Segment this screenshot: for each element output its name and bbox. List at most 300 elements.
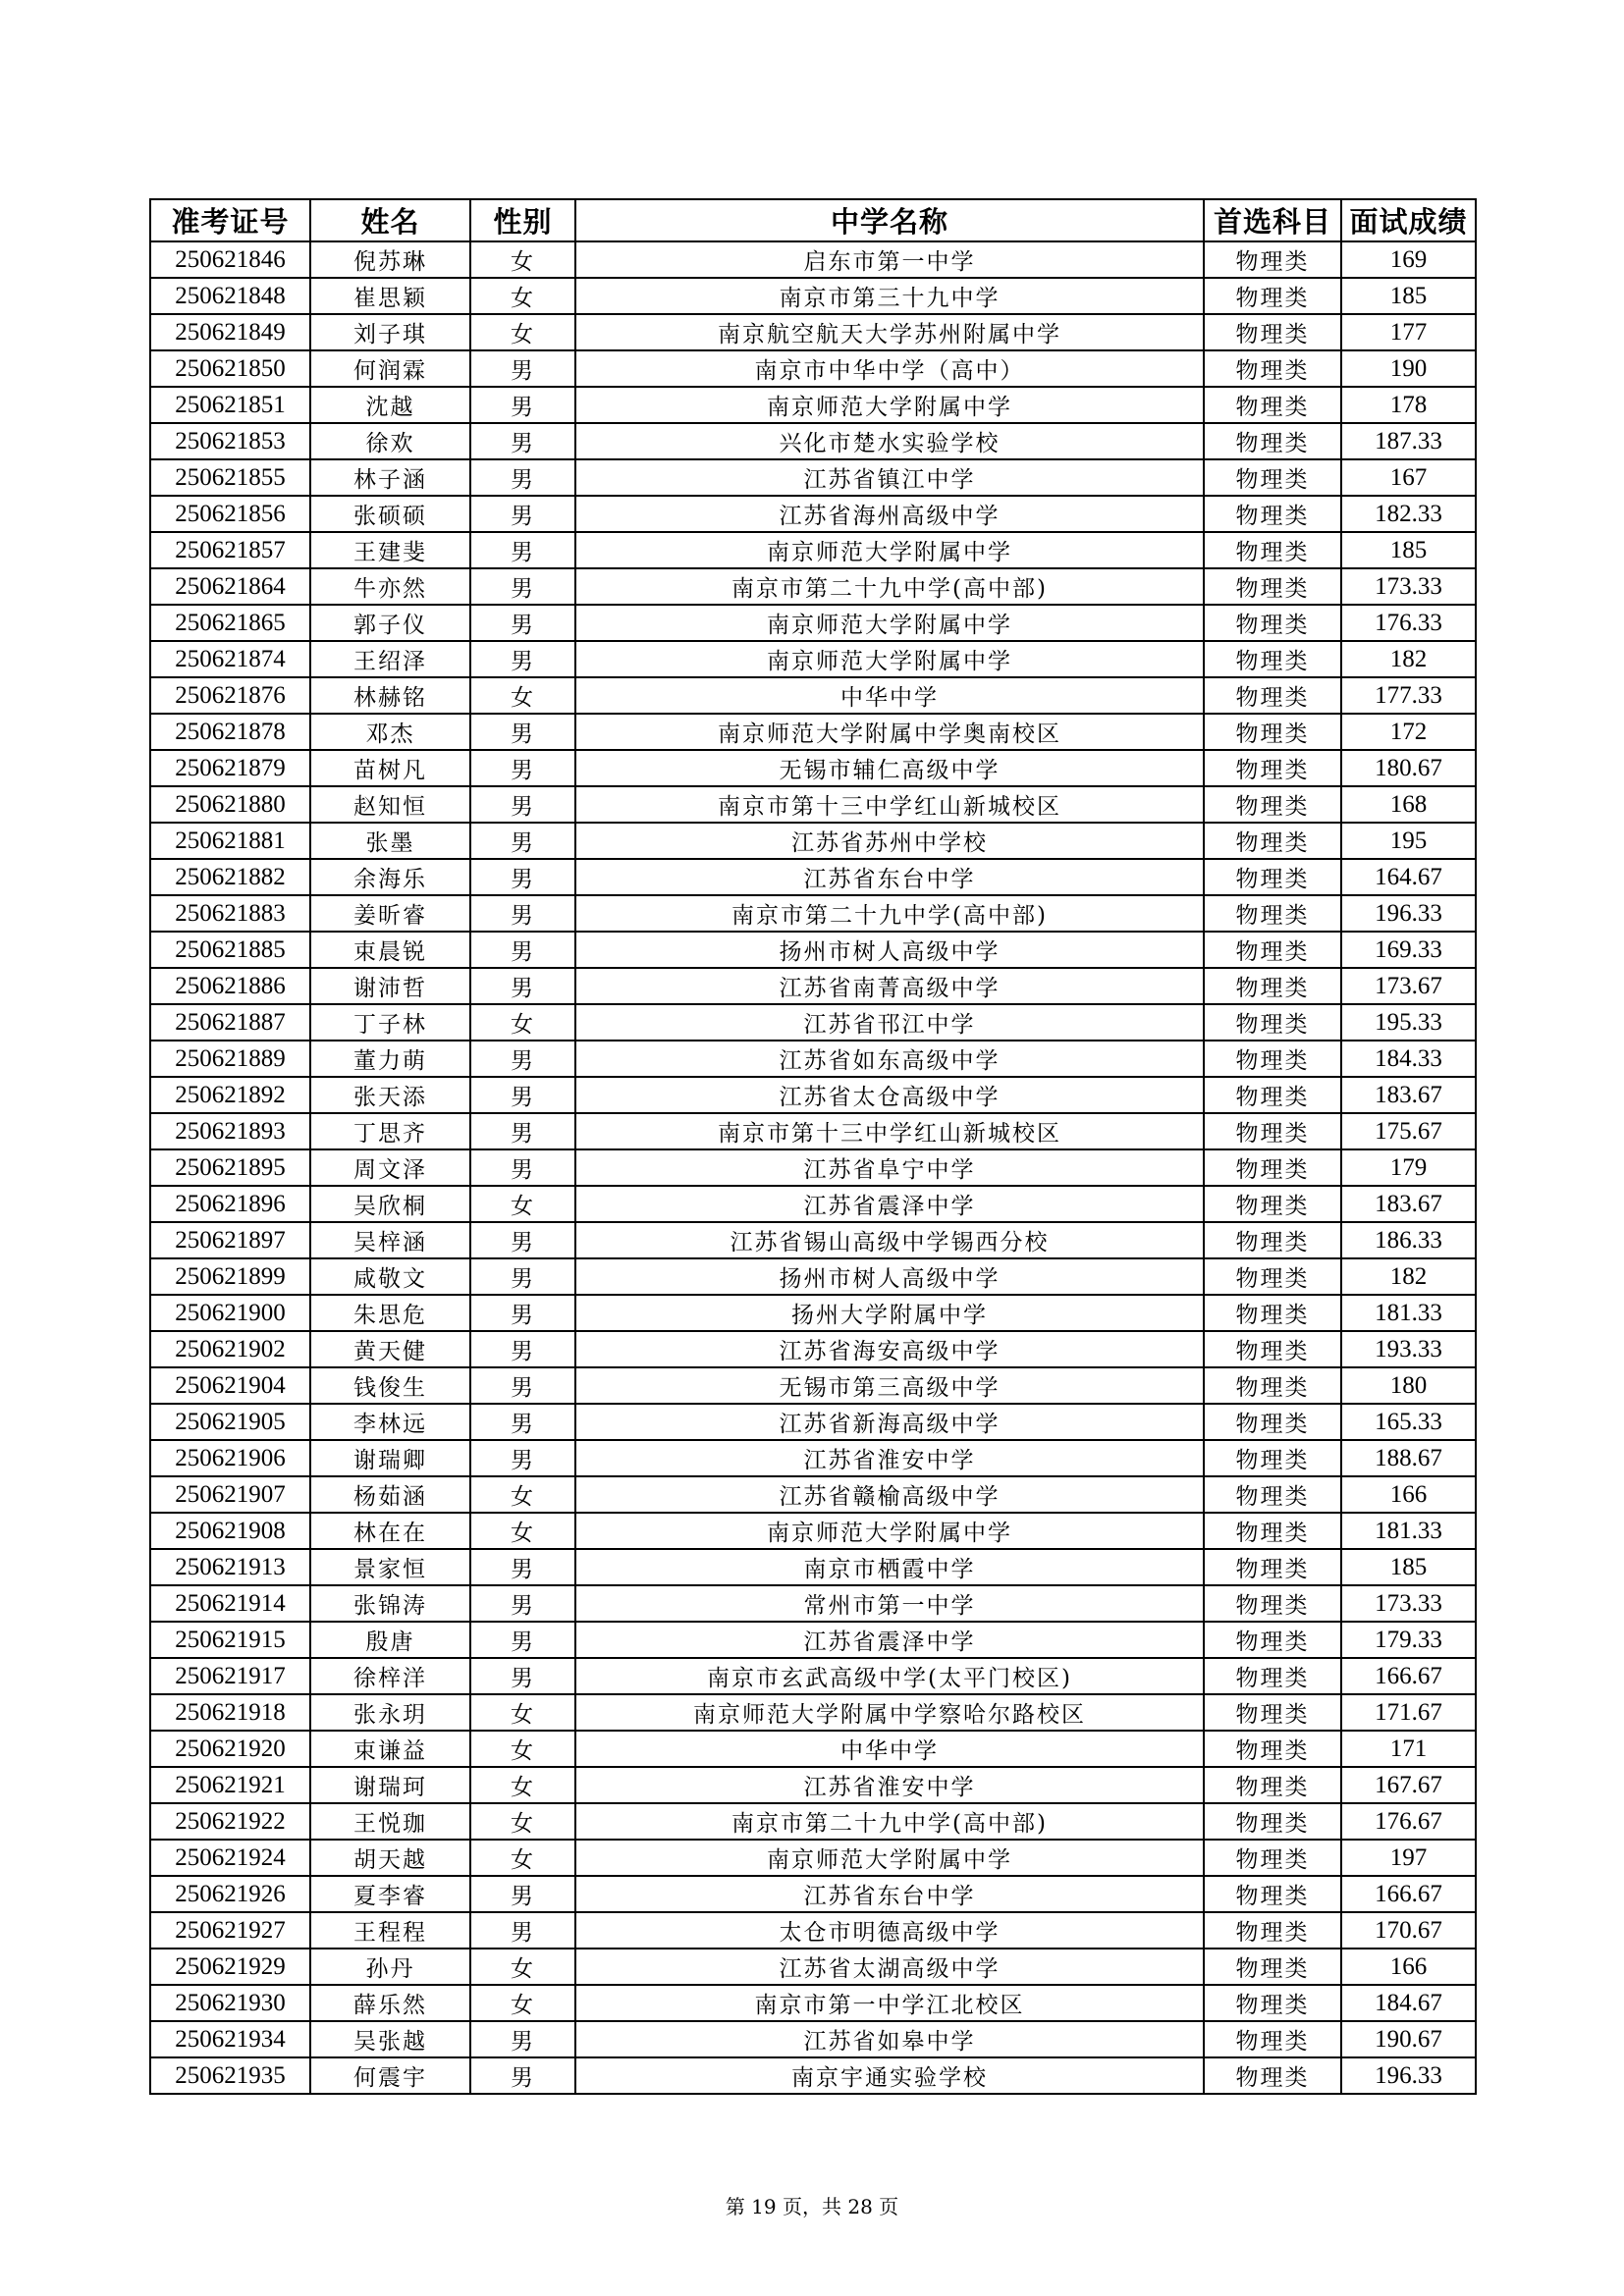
cell-gender: 男 <box>470 1295 575 1331</box>
cell-exam-id: 250621908 <box>150 1513 310 1549</box>
cell-name: 黄天健 <box>310 1331 470 1367</box>
cell-school: 江苏省太湖高级中学 <box>575 1949 1204 1985</box>
cell-score: 181.33 <box>1341 1513 1476 1549</box>
cell-school: 南京师范大学附属中学察哈尔路校区 <box>575 1694 1204 1731</box>
cell-name: 王绍泽 <box>310 641 470 677</box>
cell-name: 倪苏琳 <box>310 241 470 278</box>
cell-exam-id: 250621917 <box>150 1658 310 1694</box>
cell-school: 江苏省如皋中学 <box>575 2021 1204 2057</box>
cell-subject: 物理类 <box>1204 1513 1341 1549</box>
table-row <box>150 714 1476 750</box>
cell-score: 166 <box>1341 1949 1476 1985</box>
cell-subject: 物理类 <box>1204 1041 1341 1077</box>
cell-subject: 物理类 <box>1204 1004 1341 1041</box>
cell-name: 刘子琪 <box>310 314 470 350</box>
cell-score: 193.33 <box>1341 1331 1476 1367</box>
table-row <box>150 2021 1476 2057</box>
cell-exam-id: 250621915 <box>150 1622 310 1658</box>
cell-exam-id: 250621849 <box>150 314 310 350</box>
cell-name: 张硕硕 <box>310 496 470 532</box>
cell-score: 182.33 <box>1341 496 1476 532</box>
cell-gender: 男 <box>470 786 575 823</box>
cell-subject: 物理类 <box>1204 2021 1341 2057</box>
cell-name: 邓杰 <box>310 714 470 750</box>
table-header-row <box>150 199 1476 241</box>
cell-exam-id: 250621934 <box>150 2021 310 2057</box>
cell-score: 166 <box>1341 1476 1476 1513</box>
table-row <box>150 750 1476 786</box>
cell-score: 180 <box>1341 1367 1476 1404</box>
cell-subject: 物理类 <box>1204 1876 1341 1912</box>
cell-school: 南京师范大学附属中学奥南校区 <box>575 714 1204 750</box>
cell-gender: 男 <box>470 1440 575 1476</box>
cell-exam-id: 250621848 <box>150 278 310 314</box>
table-row <box>150 1186 1476 1222</box>
cell-exam-id: 250621887 <box>150 1004 310 1041</box>
cell-subject: 物理类 <box>1204 895 1341 932</box>
cell-exam-id: 250621907 <box>150 1476 310 1513</box>
table-row <box>150 968 1476 1004</box>
cell-score: 165.33 <box>1341 1404 1476 1440</box>
cell-name: 谢沛哲 <box>310 968 470 1004</box>
cell-subject: 物理类 <box>1204 641 1341 677</box>
cell-exam-id: 250621906 <box>150 1440 310 1476</box>
cell-school: 南京师范大学附属中学 <box>575 387 1204 423</box>
cell-school: 江苏省苏州中学校 <box>575 823 1204 859</box>
cell-school: 中华中学 <box>575 1731 1204 1767</box>
cell-school: 南京师范大学附属中学 <box>575 532 1204 568</box>
cell-gender: 男 <box>470 1912 575 1949</box>
cell-school: 江苏省震泽中学 <box>575 1622 1204 1658</box>
cell-score: 182 <box>1341 641 1476 677</box>
cell-school: 江苏省邗江中学 <box>575 1004 1204 1041</box>
cell-score: 197 <box>1341 1840 1476 1876</box>
cell-school: 江苏省南菁高级中学 <box>575 968 1204 1004</box>
cell-name: 赵知恒 <box>310 786 470 823</box>
cell-gender: 男 <box>470 1404 575 1440</box>
cell-exam-id: 250621920 <box>150 1731 310 1767</box>
table-row <box>150 1513 1476 1549</box>
cell-score: 195.33 <box>1341 1004 1476 1041</box>
cell-score: 173.33 <box>1341 1585 1476 1622</box>
cell-name: 徐欢 <box>310 423 470 459</box>
table-row <box>150 1949 1476 1985</box>
cell-name: 丁思齐 <box>310 1113 470 1149</box>
cell-name: 苗树凡 <box>310 750 470 786</box>
cell-gender: 男 <box>470 1113 575 1149</box>
cell-school: 南京市第二十九中学(高中部) <box>575 568 1204 605</box>
header-exam-id: 准考证号 <box>150 199 310 241</box>
cell-school: 南京市玄武高级中学(太平门校区) <box>575 1658 1204 1694</box>
cell-gender: 男 <box>470 1222 575 1258</box>
table-row <box>150 2057 1476 2094</box>
cell-exam-id: 250621855 <box>150 459 310 496</box>
cell-exam-id: 250621892 <box>150 1077 310 1113</box>
cell-gender: 男 <box>470 1876 575 1912</box>
cell-name: 何震宇 <box>310 2057 470 2094</box>
cell-school: 南京宇通实验学校 <box>575 2057 1204 2094</box>
cell-school: 无锡市第三高级中学 <box>575 1367 1204 1404</box>
cell-subject: 物理类 <box>1204 1149 1341 1186</box>
table-row <box>150 1041 1476 1077</box>
cell-school: 江苏省震泽中学 <box>575 1186 1204 1222</box>
cell-name: 王建斐 <box>310 532 470 568</box>
cell-school: 江苏省新海高级中学 <box>575 1404 1204 1440</box>
cell-name: 林赫铭 <box>310 677 470 714</box>
cell-subject: 物理类 <box>1204 1949 1341 1985</box>
cell-score: 166.67 <box>1341 1658 1476 1694</box>
cell-school: 南京市中华中学（高中） <box>575 350 1204 387</box>
cell-name: 景家恒 <box>310 1549 470 1585</box>
header-school: 中学名称 <box>575 199 1204 241</box>
table-row <box>150 1840 1476 1876</box>
cell-name: 谢瑞珂 <box>310 1767 470 1803</box>
table-row <box>150 532 1476 568</box>
header-score: 面试成绩 <box>1341 199 1476 241</box>
cell-school: 无锡市辅仁高级中学 <box>575 750 1204 786</box>
cell-exam-id: 250621900 <box>150 1295 310 1331</box>
cell-school: 南京师范大学附属中学 <box>575 1513 1204 1549</box>
cell-subject: 物理类 <box>1204 1549 1341 1585</box>
cell-gender: 女 <box>470 1513 575 1549</box>
cell-name: 吴梓涵 <box>310 1222 470 1258</box>
cell-name: 咸敬文 <box>310 1258 470 1295</box>
cell-subject: 物理类 <box>1204 1731 1341 1767</box>
cell-gender: 男 <box>470 532 575 568</box>
cell-score: 167.67 <box>1341 1767 1476 1803</box>
cell-score: 164.67 <box>1341 859 1476 895</box>
table-row <box>150 1658 1476 1694</box>
table-row <box>150 1803 1476 1840</box>
table-row <box>150 423 1476 459</box>
cell-name: 张永玥 <box>310 1694 470 1731</box>
cell-exam-id: 250621882 <box>150 859 310 895</box>
cell-subject: 物理类 <box>1204 823 1341 859</box>
cell-score: 179.33 <box>1341 1622 1476 1658</box>
cell-name: 束谦益 <box>310 1731 470 1767</box>
cell-school: 南京师范大学附属中学 <box>575 1840 1204 1876</box>
cell-name: 姜昕睿 <box>310 895 470 932</box>
score-table <box>149 198 1477 2095</box>
cell-name: 郭子仪 <box>310 605 470 641</box>
table-row <box>150 932 1476 968</box>
cell-gender: 男 <box>470 423 575 459</box>
cell-school: 南京市第三十九中学 <box>575 278 1204 314</box>
cell-score: 169 <box>1341 241 1476 278</box>
cell-gender: 男 <box>470 459 575 496</box>
cell-gender: 男 <box>470 2021 575 2057</box>
cell-gender: 女 <box>470 1186 575 1222</box>
cell-gender: 男 <box>470 605 575 641</box>
cell-subject: 物理类 <box>1204 1585 1341 1622</box>
cell-gender: 男 <box>470 1041 575 1077</box>
header-name: 姓名 <box>310 199 470 241</box>
cell-subject: 物理类 <box>1204 1476 1341 1513</box>
cell-gender: 男 <box>470 350 575 387</box>
cell-school: 南京师范大学附属中学 <box>575 641 1204 677</box>
header-subject: 首选科目 <box>1204 199 1341 241</box>
cell-exam-id: 250621926 <box>150 1876 310 1912</box>
cell-subject: 物理类 <box>1204 532 1341 568</box>
cell-name: 孙丹 <box>310 1949 470 1985</box>
cell-exam-id: 250621889 <box>150 1041 310 1077</box>
cell-gender: 男 <box>470 1622 575 1658</box>
table-row <box>150 387 1476 423</box>
table-row <box>150 350 1476 387</box>
cell-subject: 物理类 <box>1204 1658 1341 1694</box>
cell-name: 夏李睿 <box>310 1876 470 1912</box>
table-row <box>150 823 1476 859</box>
cell-subject: 物理类 <box>1204 677 1341 714</box>
cell-subject: 物理类 <box>1204 1622 1341 1658</box>
cell-subject: 物理类 <box>1204 1258 1341 1295</box>
cell-name: 殷唐 <box>310 1622 470 1658</box>
cell-score: 181.33 <box>1341 1295 1476 1331</box>
cell-exam-id: 250621879 <box>150 750 310 786</box>
cell-gender: 女 <box>470 1731 575 1767</box>
cell-exam-id: 250621874 <box>150 641 310 677</box>
cell-name: 吴欣桐 <box>310 1186 470 1222</box>
cell-name: 王程程 <box>310 1912 470 1949</box>
cell-exam-id: 250621878 <box>150 714 310 750</box>
cell-subject: 物理类 <box>1204 459 1341 496</box>
cell-school: 南京市栖霞中学 <box>575 1549 1204 1585</box>
cell-exam-id: 250621929 <box>150 1949 310 1985</box>
cell-gender: 男 <box>470 823 575 859</box>
table-row <box>150 859 1476 895</box>
cell-school: 兴化市楚水实验学校 <box>575 423 1204 459</box>
cell-school: 启东市第一中学 <box>575 241 1204 278</box>
cell-subject: 物理类 <box>1204 859 1341 895</box>
table-row <box>150 605 1476 641</box>
cell-gender: 男 <box>470 568 575 605</box>
cell-school: 江苏省赣榆高级中学 <box>575 1476 1204 1513</box>
cell-gender: 男 <box>470 1077 575 1113</box>
cell-subject: 物理类 <box>1204 568 1341 605</box>
cell-school: 太仓市明德高级中学 <box>575 1912 1204 1949</box>
cell-score: 173.67 <box>1341 968 1476 1004</box>
table-body <box>150 241 1476 2094</box>
cell-exam-id: 250621902 <box>150 1331 310 1367</box>
cell-gender: 男 <box>470 1658 575 1694</box>
cell-score: 180.67 <box>1341 750 1476 786</box>
cell-school: 扬州大学附属中学 <box>575 1295 1204 1331</box>
cell-exam-id: 250621886 <box>150 968 310 1004</box>
cell-name: 张天添 <box>310 1077 470 1113</box>
cell-name: 徐梓洋 <box>310 1658 470 1694</box>
table-row <box>150 1077 1476 1113</box>
cell-subject: 物理类 <box>1204 423 1341 459</box>
cell-score: 185 <box>1341 532 1476 568</box>
cell-subject: 物理类 <box>1204 605 1341 641</box>
cell-subject: 物理类 <box>1204 496 1341 532</box>
cell-exam-id: 250621846 <box>150 241 310 278</box>
table-row <box>150 1912 1476 1949</box>
cell-name: 王悦珈 <box>310 1803 470 1840</box>
cell-gender: 男 <box>470 750 575 786</box>
cell-score: 185 <box>1341 278 1476 314</box>
cell-school: 扬州市树人高级中学 <box>575 1258 1204 1295</box>
table-row <box>150 496 1476 532</box>
table-row <box>150 1295 1476 1331</box>
cell-subject: 物理类 <box>1204 1222 1341 1258</box>
cell-name: 钱俊生 <box>310 1367 470 1404</box>
table-row <box>150 641 1476 677</box>
cell-gender: 男 <box>470 641 575 677</box>
cell-exam-id: 250621865 <box>150 605 310 641</box>
cell-name: 林在在 <box>310 1513 470 1549</box>
cell-subject: 物理类 <box>1204 1912 1341 1949</box>
cell-score: 190 <box>1341 350 1476 387</box>
cell-score: 196.33 <box>1341 2057 1476 2094</box>
cell-school: 江苏省锡山高级中学锡西分校 <box>575 1222 1204 1258</box>
cell-score: 173.33 <box>1341 568 1476 605</box>
cell-score: 187.33 <box>1341 423 1476 459</box>
cell-score: 170.67 <box>1341 1912 1476 1949</box>
table-row <box>150 1367 1476 1404</box>
cell-subject: 物理类 <box>1204 350 1341 387</box>
cell-exam-id: 250621913 <box>150 1549 310 1585</box>
cell-score: 175.67 <box>1341 1113 1476 1149</box>
cell-score: 172 <box>1341 714 1476 750</box>
cell-subject: 物理类 <box>1204 1803 1341 1840</box>
cell-subject: 物理类 <box>1204 241 1341 278</box>
cell-score: 186.33 <box>1341 1222 1476 1258</box>
cell-score: 177 <box>1341 314 1476 350</box>
cell-gender: 男 <box>470 932 575 968</box>
cell-exam-id: 250621885 <box>150 932 310 968</box>
cell-school: 江苏省东台中学 <box>575 1876 1204 1912</box>
cell-name: 薛乐然 <box>310 1985 470 2021</box>
cell-school: 南京市第十三中学红山新城校区 <box>575 1113 1204 1149</box>
cell-gender: 女 <box>470 1840 575 1876</box>
cell-name: 谢瑞卿 <box>310 1440 470 1476</box>
cell-name: 余海乐 <box>310 859 470 895</box>
cell-gender: 男 <box>470 1585 575 1622</box>
cell-exam-id: 250621853 <box>150 423 310 459</box>
cell-gender: 女 <box>470 1767 575 1803</box>
cell-name: 丁子林 <box>310 1004 470 1041</box>
cell-gender: 男 <box>470 1331 575 1367</box>
cell-exam-id: 250621880 <box>150 786 310 823</box>
cell-score: 190.67 <box>1341 2021 1476 2057</box>
cell-subject: 物理类 <box>1204 387 1341 423</box>
cell-gender: 男 <box>470 714 575 750</box>
cell-school: 江苏省淮安中学 <box>575 1440 1204 1476</box>
cell-school: 中华中学 <box>575 677 1204 714</box>
table-row <box>150 1258 1476 1295</box>
cell-name: 董力萌 <box>310 1041 470 1077</box>
table-row <box>150 1476 1476 1513</box>
cell-score: 184.33 <box>1341 1041 1476 1077</box>
cell-gender: 女 <box>470 241 575 278</box>
cell-school: 常州市第一中学 <box>575 1585 1204 1622</box>
cell-school: 南京市第二十九中学(高中部) <box>575 1803 1204 1840</box>
cell-exam-id: 250621857 <box>150 532 310 568</box>
cell-exam-id: 250621897 <box>150 1222 310 1258</box>
cell-school: 江苏省海州高级中学 <box>575 496 1204 532</box>
cell-name: 崔思颖 <box>310 278 470 314</box>
cell-exam-id: 250621905 <box>150 1404 310 1440</box>
cell-subject: 物理类 <box>1204 1367 1341 1404</box>
cell-exam-id: 250621850 <box>150 350 310 387</box>
cell-gender: 女 <box>470 1694 575 1731</box>
table-row <box>150 1440 1476 1476</box>
table-row <box>150 1876 1476 1912</box>
table-row <box>150 1985 1476 2021</box>
cell-school: 江苏省海安高级中学 <box>575 1331 1204 1367</box>
cell-gender: 男 <box>470 1149 575 1186</box>
cell-score: 183.67 <box>1341 1077 1476 1113</box>
table-row <box>150 1585 1476 1622</box>
cell-school: 南京师范大学附属中学 <box>575 605 1204 641</box>
page-number: 第 19 页，共 28 页 <box>725 2195 899 2218</box>
table-row <box>150 1004 1476 1041</box>
cell-gender: 女 <box>470 1803 575 1840</box>
cell-exam-id: 250621914 <box>150 1585 310 1622</box>
cell-name: 沈越 <box>310 387 470 423</box>
cell-school: 江苏省如东高级中学 <box>575 1041 1204 1077</box>
cell-subject: 物理类 <box>1204 968 1341 1004</box>
cell-exam-id: 250621930 <box>150 1985 310 2021</box>
cell-subject: 物理类 <box>1204 750 1341 786</box>
cell-score: 171 <box>1341 1731 1476 1767</box>
cell-name: 杨茹涵 <box>310 1476 470 1513</box>
cell-name: 牛亦然 <box>310 568 470 605</box>
cell-score: 169.33 <box>1341 932 1476 968</box>
table-row <box>150 786 1476 823</box>
cell-subject: 物理类 <box>1204 278 1341 314</box>
cell-name: 张锦涛 <box>310 1585 470 1622</box>
cell-exam-id: 250621881 <box>150 823 310 859</box>
cell-exam-id: 250621883 <box>150 895 310 932</box>
cell-school: 南京市第一中学江北校区 <box>575 1985 1204 2021</box>
table-row <box>150 1622 1476 1658</box>
cell-score: 178 <box>1341 387 1476 423</box>
cell-subject: 物理类 <box>1204 1440 1341 1476</box>
cell-name: 何润霖 <box>310 350 470 387</box>
cell-gender: 女 <box>470 677 575 714</box>
table-row <box>150 1767 1476 1803</box>
cell-exam-id: 250621895 <box>150 1149 310 1186</box>
cell-score: 166.67 <box>1341 1876 1476 1912</box>
cell-subject: 物理类 <box>1204 1113 1341 1149</box>
cell-name: 朱思危 <box>310 1295 470 1331</box>
cell-subject: 物理类 <box>1204 1985 1341 2021</box>
cell-name: 周文泽 <box>310 1149 470 1186</box>
cell-score: 179 <box>1341 1149 1476 1186</box>
cell-school: 江苏省东台中学 <box>575 859 1204 895</box>
cell-score: 183.67 <box>1341 1186 1476 1222</box>
cell-exam-id: 250621935 <box>150 2057 310 2094</box>
cell-gender: 男 <box>470 496 575 532</box>
cell-subject: 物理类 <box>1204 786 1341 823</box>
cell-subject: 物理类 <box>1204 932 1341 968</box>
cell-gender: 男 <box>470 1367 575 1404</box>
cell-name: 吴张越 <box>310 2021 470 2057</box>
cell-gender: 男 <box>470 387 575 423</box>
table-row <box>150 1731 1476 1767</box>
header-gender: 性别 <box>470 199 575 241</box>
cell-gender: 女 <box>470 1949 575 1985</box>
cell-school: 江苏省阜宁中学 <box>575 1149 1204 1186</box>
table-row <box>150 677 1476 714</box>
cell-exam-id: 250621851 <box>150 387 310 423</box>
table-row <box>150 1404 1476 1440</box>
cell-score: 168 <box>1341 786 1476 823</box>
cell-exam-id: 250621921 <box>150 1767 310 1803</box>
cell-exam-id: 250621896 <box>150 1186 310 1222</box>
